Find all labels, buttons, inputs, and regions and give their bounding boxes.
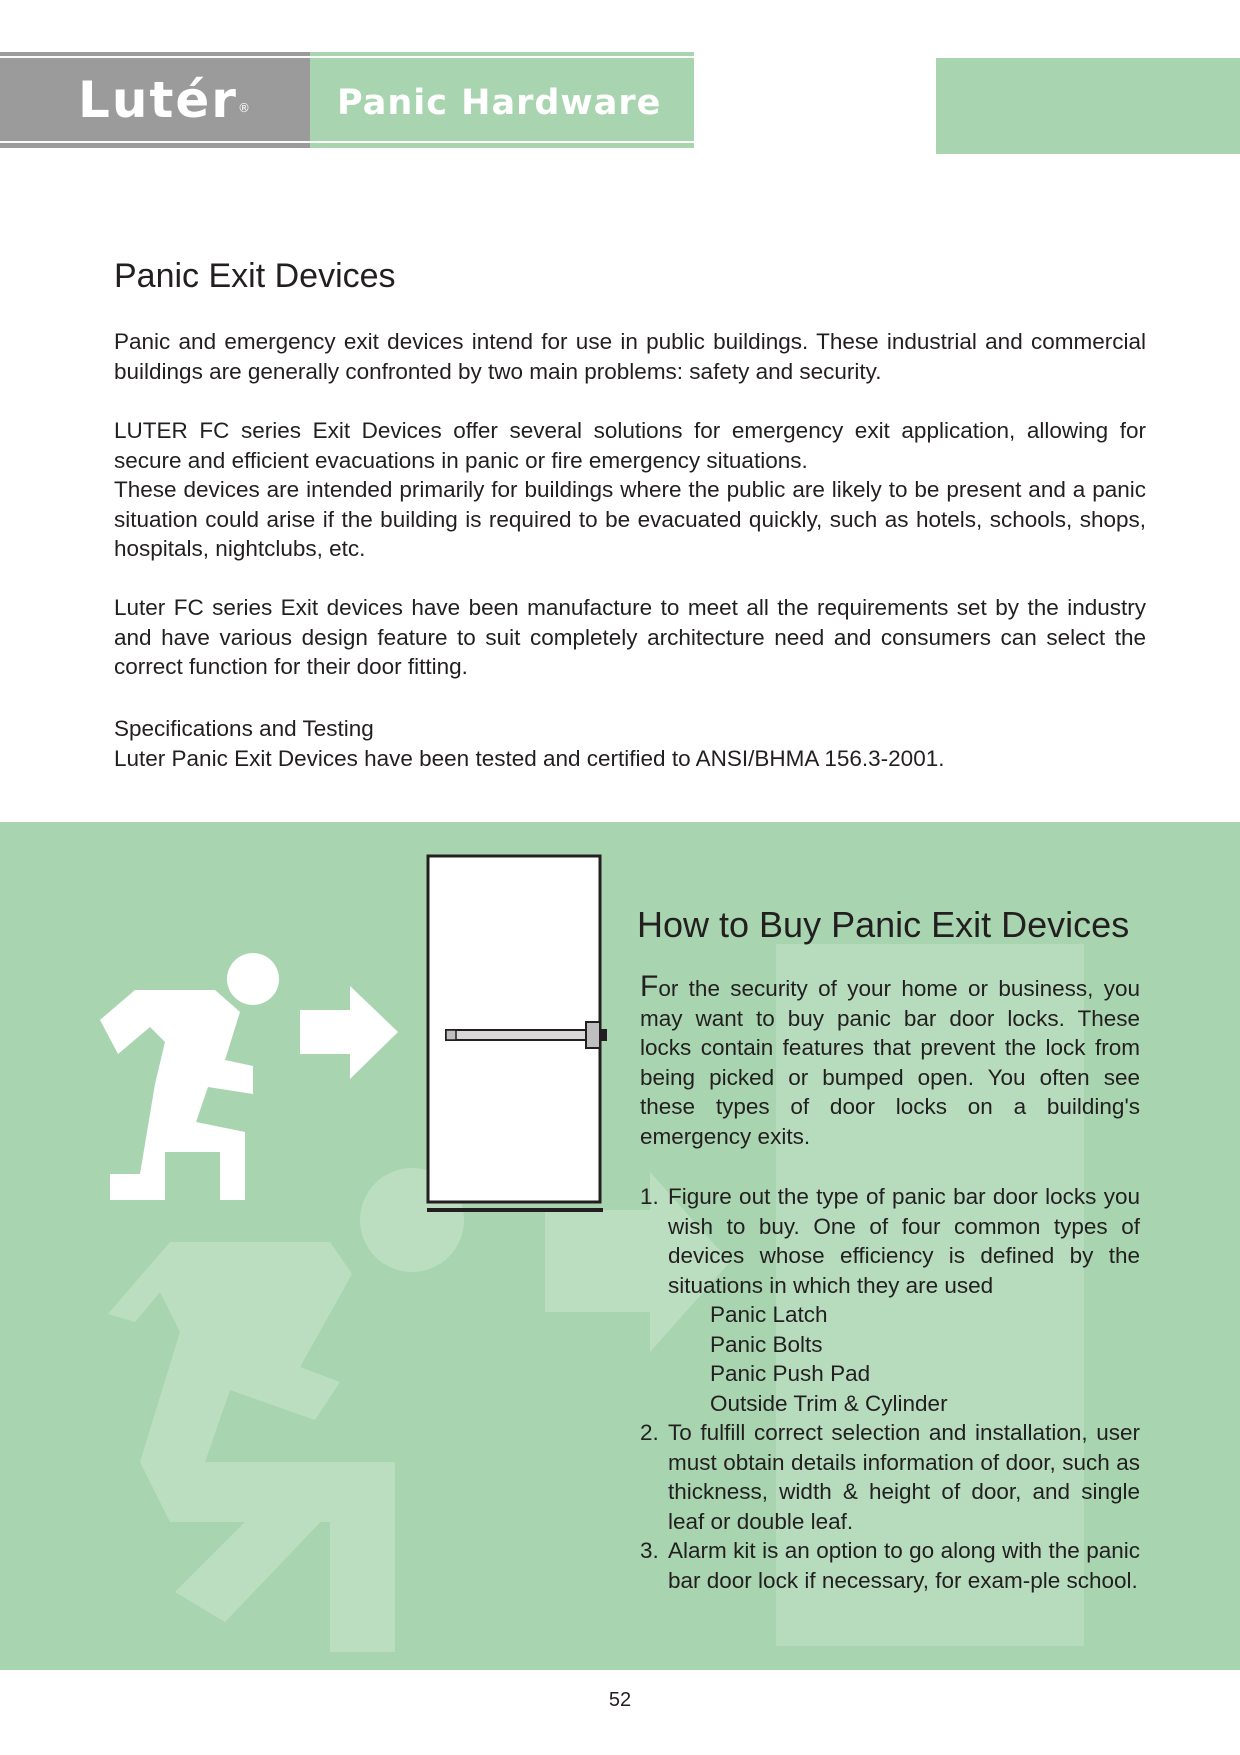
device-type-item: Outside Trim & Cylinder [710,1390,948,1416]
page-title: Panic Exit Devices [114,257,396,295]
device-type-item: Panic Push Pad [710,1361,871,1386]
buy-guide-title: How to Buy Panic Exit Devices [637,904,1130,945]
list-item [640,1418,1140,1536]
buying-steps-list [640,1182,1140,1595]
brand-name: Lutér [78,71,238,129]
panic-bar-door-illustration [426,854,616,1214]
step-number: 2. [640,1420,659,1445]
spec-text: Luter Panic Exit Devices have been tested and certified to ANSI/BHMA 156.3-2001. [114,745,945,771]
drop-cap: F [640,970,659,1003]
list-item [640,1182,1140,1418]
intro-paragraph-3: Luter FC series Exit devices have been manufacture to meet all the requirements set by the industry and have various design feature to suit completely architecture need and consumers can select the correct function for their door fitting. [114,595,1146,679]
intro-paragraph-1: Panic and emergency exit devices intend for use in public buildings. These industrial and commercial buildings are generally confronted by two main problems: safety and security. [114,329,1146,384]
how-to-buy-panel [0,822,1240,1670]
step-text: Alarm kit is an option to go along with the panic bar door lock if necessary, for exam-ple school. [668,1538,1140,1593]
intro-paragraph-2a: LUTER FC series Exit Devices offer several solutions for emergency exit application, allowing for secure and efficient evacuations in panic or fire emergency situations. [114,418,1146,473]
device-type-item: Panic Bolts [710,1331,823,1357]
intro-paragraph-2 [114,416,1146,564]
spec-heading: Specifications and Testing [114,716,374,741]
step-number: 3. [640,1538,659,1563]
registered-mark: ® [237,101,252,115]
buy-guide-intro-text: or the security of your home or business, you may want to buy panic bar door locks. These locks contain features that prevent the lock from being picked or bumped open. You often see these types of door locks on a building's emergency exits. [640,976,1140,1149]
page-number: 52 [608,1689,632,1711]
device-types-list [668,1300,1140,1418]
buy-guide-intro [640,972,1140,1151]
specifications-block [114,714,1146,773]
list-item [640,1536,1140,1595]
intro-paragraph-2b: These devices are intended primarily for buildings where the public are likely to be present and a panic situation could arise if the building is required to be evacuated quickly, such as hotels, schools, shops, hospitals, nightclubs, etc. [114,477,1146,561]
step-text: Figure out the type of panic bar door locks you wish to buy. One of four common types of devices whose efficiency is defined by the situations in which they are used [668,1184,1140,1298]
brand-logo [78,72,252,128]
push-bar-icon [446,1030,606,1040]
device-type-item: Panic Latch [710,1302,828,1327]
step-number: 1. [640,1184,659,1209]
header-accent-block [936,58,1240,154]
header-bottom-rule [0,141,694,143]
step-text: To fulfill correct selection and installation, user must obtain details information of door, such as thickness, width & height of door, and single leaf or double leaf. [668,1420,1140,1534]
header-top-rule [0,56,694,58]
header-section-title: Panic Hardware [337,83,662,123]
